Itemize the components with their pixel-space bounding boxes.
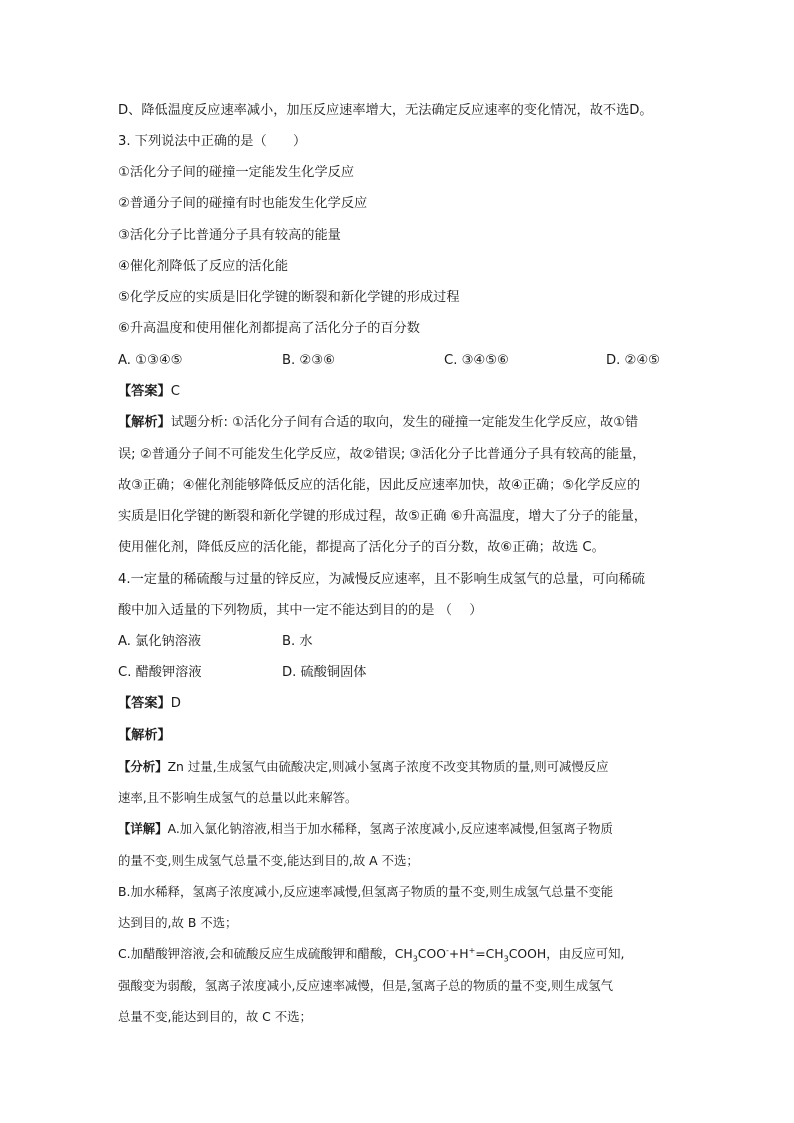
- question-3-stem: 3. 下列说法中正确的是（ ）: [118, 134, 307, 149]
- detail-text: A.加入氯化钠溶液,相当于加水稀释，氢离子浓度减小,反应速率减慢,但氢离子物质: [167, 821, 613, 836]
- q4-analysis-heading: [118, 727, 678, 745]
- q4-option-c: C. 醋酸钾溶液: [118, 665, 202, 680]
- statement-6: ⑥升高温度和使用催化剂都提高了活化分子的百分数: [118, 321, 420, 336]
- q4-detail-b-line-1: B.加水稀释，氢离子浓度减小,反应速率减慢,但氢离子物质的量不变,则生成氢气总量不变能: [118, 884, 614, 899]
- detail-c-text: COOH，由反应可知,: [508, 946, 625, 961]
- statement-2: ②普通分子间的碰撞有时也能发生化学反应: [118, 196, 368, 211]
- answer-value: D: [170, 696, 181, 711]
- statement-1: ①活化分子间的碰撞一定能发生化学反应: [118, 165, 355, 180]
- analysis-tag: 【解析】: [118, 415, 171, 430]
- q4-fenxi-line-1: [118, 758, 678, 776]
- question-4-stem-line-2: 酸中加入适量的下列物质，其中一定不能达到目的的是 （ ）: [118, 603, 483, 618]
- subscript: 3: [412, 954, 418, 964]
- analysis-text: 试题分析: ①活化分子间有合适的取向，发生的碰撞一定能发生化学反应，故①错: [170, 415, 639, 430]
- superscript: -: [445, 945, 449, 955]
- q4-fenxi-line-2: 速率,且不影响生成氢气的总量以此来解答。: [118, 790, 358, 805]
- formula-part: COO: [417, 946, 446, 961]
- formula-part: =CH: [475, 946, 504, 961]
- q4-option-b: B. 水: [282, 634, 313, 649]
- analysis-tag: 【解析】: [118, 728, 171, 743]
- fenxi-tag: 【分析】: [118, 759, 168, 774]
- q4-detail-c-line-3: 总量不变,能达到目的，故 C 不选；: [118, 1009, 312, 1024]
- q3-answer: [118, 383, 678, 401]
- fenxi-text: Zn 过量,生成氢气由硫酸决定,则减小氢离子浓度不改变其物质的量,则可减慢反应: [167, 759, 609, 774]
- q4-detail-c-line-2: 强酸变为弱酸，氢离子浓度减小,反应速率减慢，但是,氢离子总的物质的量不变,则生成氢气: [118, 978, 614, 993]
- q3-option-a: A. ①③④⑤: [118, 353, 183, 368]
- q3-option-d: D. ②④⑤: [606, 353, 661, 368]
- subscript: 3: [503, 954, 509, 964]
- q4-option-a: A. 氯化钠溶液: [118, 634, 202, 649]
- q4-detail-a-line-2: 的量不变,则生成氢气总量不变,能达到目的,故 A 不选；: [118, 853, 419, 868]
- detail-c-text: C.加醋酸钾溶液,会和硫酸反应生成硫酸钾和醋酸，CH: [118, 946, 413, 961]
- formula-part: +H: [448, 946, 469, 961]
- q4-detail-c-line-1: [118, 945, 678, 963]
- answer-value: C: [170, 384, 180, 399]
- q3-analysis-line-2: 误; ②普通分子间不可能发生化学反应，故②错误; ③活化分子比普通分子具有较高的能量，: [118, 447, 646, 462]
- q4-detail-b-line-2: 达到目的,故 B 不选；: [118, 915, 238, 930]
- statement-3: ③活化分子比普通分子具有较高的能量: [118, 228, 341, 243]
- q3-analysis-line-5: 使用催化剂，降低反应的活化能，都提高了活化分子的百分数，故⑥正确；故选 C。: [118, 540, 605, 555]
- answer-tag: 【答案】: [118, 384, 171, 399]
- q3-analysis-line-3: 故③正确；④催化剂能够降低反应的活化能，因此反应速率加快，故④正确；⑤化学反应的: [118, 478, 641, 493]
- q3-option-b: B. ②③⑥: [282, 353, 335, 368]
- superscript: +: [468, 945, 476, 955]
- q3-option-c: C. ③④⑤⑥: [444, 353, 509, 368]
- answer-tag: 【答案】: [118, 696, 171, 711]
- statement-5: ⑤化学反应的实质是旧化学键的断裂和新化学键的形成过程: [118, 290, 460, 305]
- q3-analysis-line-4: 实质是旧化学键的断裂和新化学键的形成过程，故⑤正确 ⑥升高温度，增大了分子的能量，: [118, 509, 647, 524]
- statement-4: ④催化剂降低了反应的活化能: [118, 259, 289, 274]
- option-d-explanation: D、降低温度反应速率减小，加压反应速率增大，无法确定反应速率的变化情况，故不选D。: [118, 103, 653, 118]
- question-4-stem-line-1: 4.一定量的稀硫酸与过量的锌反应，为减慢反应速率，且不影响生成氢气的总量，可向稀硫: [118, 572, 645, 587]
- q4-answer: [118, 695, 678, 713]
- q4-detail-a-line-1: [118, 820, 678, 838]
- q3-analysis-line-1: [118, 414, 678, 432]
- detail-tag: 【详解】: [118, 821, 168, 836]
- q4-option-d: D. 硫酸铜固体: [282, 665, 367, 680]
